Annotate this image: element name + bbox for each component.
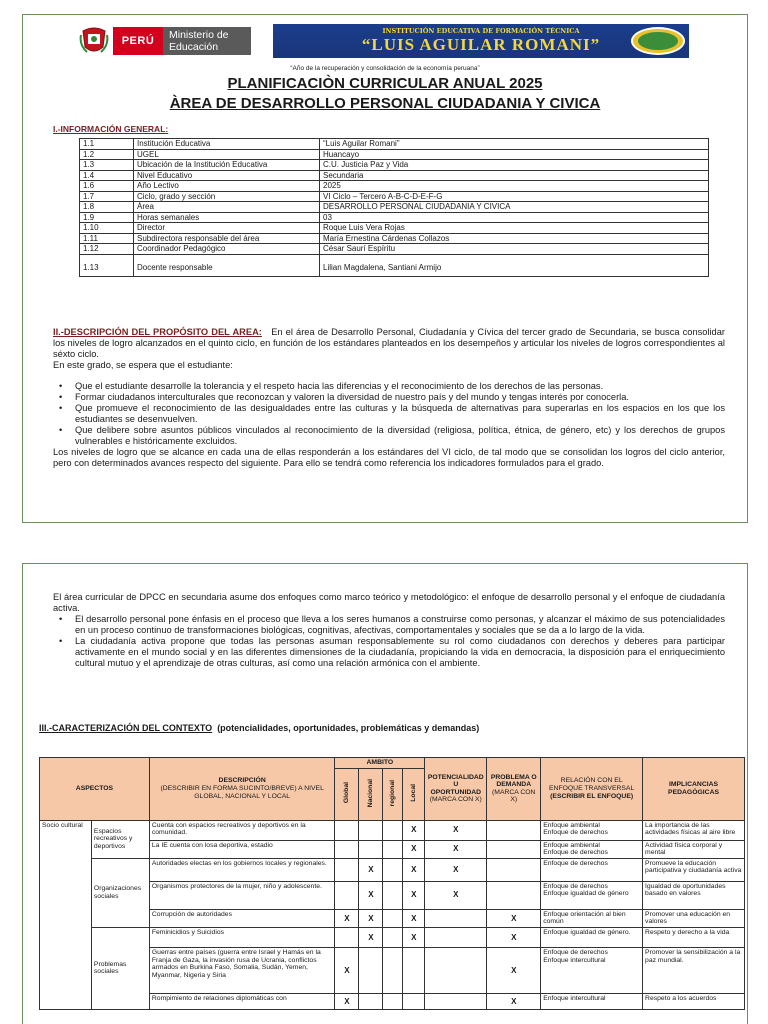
section-2-lead: En este grado, se espera que el estudiante:	[53, 360, 233, 370]
context-cell-pot: X	[425, 840, 487, 858]
school-type: INSTITUCIÓN EDUCATIVA DE FORMACIÓN TÉCNICA	[382, 27, 580, 35]
info-cell-key: Ciclo, grado y sección	[134, 191, 320, 202]
context-cell-n	[359, 840, 383, 858]
context-cell-pot	[425, 909, 487, 927]
header-implicancias: IMPLICANCIAS PEDAGÓGICAS	[643, 758, 745, 821]
context-cell-desc: Feminicidios y Suicidios	[149, 927, 335, 947]
info-row	[80, 202, 709, 213]
context-cell-l: X	[403, 840, 425, 858]
context-cell-prob: X	[487, 909, 541, 927]
info-row	[80, 191, 709, 202]
context-cell-prob	[487, 840, 541, 858]
context-cell-g	[335, 927, 359, 947]
header-global: Global	[335, 768, 359, 820]
context-row	[40, 927, 745, 947]
info-cell-key: Director	[134, 223, 320, 234]
header-ambito: AMBITO	[335, 758, 425, 769]
context-cell-desc: Rompimiento de relaciones diplomáticas con	[149, 993, 335, 1009]
context-cell-rel: Enfoque orientación al bien común	[541, 909, 643, 927]
context-cell-pot: X	[425, 881, 487, 909]
context-cell-imp: Respeto a los acuerdos	[643, 993, 745, 1009]
context-cell-r	[383, 881, 403, 909]
header-relacion-title: RELACIÓN CON EL ENFOQUE TRANSVERSAL	[549, 777, 635, 792]
peru-label: PERÚ	[113, 27, 163, 55]
header-potencialidad	[425, 758, 487, 821]
section-2-heading: II.-DESCRIPCIÓN DEL PROPÓSITO DEL AREA:	[53, 327, 262, 337]
context-cell-g: X	[335, 993, 359, 1009]
context-cell-l	[403, 947, 425, 993]
info-row	[80, 170, 709, 181]
info-row	[80, 244, 709, 255]
context-cell-desc: Guerras entre países (guerra entre Israel y Hamás en la Franja de Gaza, la invasión rusa de Ucrania, conflictos armados en Burkina Faso, Somalia, Sudán, Yemen, Myanmar, Nigeria y Siria	[149, 947, 335, 993]
document-title: PLANIFICACIÒN CURRICULAR ANUAL 2025	[227, 75, 543, 92]
aspect-group-cell: Organizaciones sociales	[91, 858, 149, 927]
context-cell-r	[383, 858, 403, 881]
info-cell-value: DESARROLLO PERSONAL CIUDADANIA Y CIVICA	[320, 202, 709, 213]
context-cell-n	[359, 993, 383, 1009]
info-row	[80, 212, 709, 223]
header-problema	[487, 758, 541, 821]
context-row	[40, 820, 745, 840]
info-cell-value: VI Ciclo – Tercero A-B-C-D-E-F-G	[320, 191, 709, 202]
info-cell-num: 1.7	[80, 191, 134, 202]
document-page-1	[22, 14, 748, 523]
info-cell-key: Horas semanales	[134, 212, 320, 223]
context-cell-rel: Enfoque ambiental Enfoque de derechos	[541, 840, 643, 858]
approaches-text	[53, 592, 725, 669]
bullet-item: • La ciudadanía activa propone que todas las personas asuman responsablemente su rol como ciudadanos con derechos y deberes para participar activamente en el mundo social y en las diferentes dimensiones de la ciudadanía, propiciando la vida en democracia, la disposición para el enriquecimiento cultural mutuo y el aprendizaje de otras culturas, así como una relación armónica con el ambiente.	[53, 636, 725, 669]
info-cell-key: Nivel Educativo	[134, 170, 320, 181]
context-cell-prob	[487, 858, 541, 881]
header-descripcion	[149, 758, 335, 821]
info-cell-value: 2025	[320, 181, 709, 192]
info-cell-num: 1.4	[80, 170, 134, 181]
info-row	[80, 233, 709, 244]
document-subtitle: ÀREA DE DESARROLLO PERSONAL CIUDADANIA Y CIVICA	[169, 95, 601, 112]
section-2-bullets	[53, 381, 725, 447]
context-cell-pot	[425, 993, 487, 1009]
context-cell-l: X	[403, 927, 425, 947]
context-cell-rel: Enfoque de derechos Enfoque intercultural	[541, 947, 643, 993]
header-potencialidad-title: POTENCIALIDAD U OPORTUNIDAD	[427, 773, 484, 796]
school-banner	[273, 24, 689, 58]
context-cell-r	[383, 909, 403, 927]
context-cell-n: X	[359, 927, 383, 947]
context-cell-prob: X	[487, 993, 541, 1009]
context-cell-imp: Promover la sensibilización a la paz mundial.	[643, 947, 745, 993]
context-cell-r	[383, 993, 403, 1009]
bullet-item: • Que el estudiante desarrolle la tolerancia y el respeto hacia las diferencias y el reconocimiento de los derechos de las personas.	[53, 381, 725, 392]
info-cell-num: 1.8	[80, 202, 134, 213]
ministry-logo	[113, 24, 273, 58]
info-cell-key: Institución Educativa	[134, 139, 320, 150]
info-row	[80, 149, 709, 160]
info-cell-key: Coordinador Pedagógico	[134, 244, 320, 255]
header-local: Local	[403, 768, 425, 820]
aspect-main-cell: Socio cultural	[40, 820, 92, 1009]
section-2	[53, 327, 725, 469]
info-cell-key: UGEL	[134, 149, 320, 160]
section-2-intro-text: En el área de Desarrollo Personal, Ciudadanía y Cívica del tercer grado de Secundaria, se busca consolidar los niveles de logro alcanzados en el quinto ciclo, en función de los estándares planteados en los desempeños y articular los niveles de logros correspondientes al séxto ciclo.	[53, 327, 725, 359]
context-cell-l: X	[403, 820, 425, 840]
context-cell-desc: Corrupción de autoridades	[149, 909, 335, 927]
context-cell-pot	[425, 947, 487, 993]
info-cell-key: Área	[134, 202, 320, 213]
info-cell-num: 1.11	[80, 233, 134, 244]
context-row	[40, 858, 745, 881]
info-cell-key: Subdirectora responsable del área	[134, 233, 320, 244]
institution-header	[75, 24, 689, 58]
bullet-item: • Que promueve el reconocimiento de las desigualdades entre las culturas y la búsqueda de alternativas para superarlas en los espacios en los que los estudiantes se desenvuelven.	[53, 403, 725, 425]
aspect-group-cell: Espacios recreativos y deportivos	[91, 820, 149, 858]
context-cell-g	[335, 820, 359, 840]
info-cell-num: 1.2	[80, 149, 134, 160]
context-cell-desc: Autoridades electas en los gobiernos locales y regionales.	[149, 858, 335, 881]
section-2-closing: Los niveles de logro que se alcance en cada una de ellas responderán a los estándares del VI ciclo, de tal modo que se consolidan los logros del ciclo anterior, pero con determinados avances respecto del siguiente. Para ello se tendrá como referencia los indicadores formulados para el grado.	[53, 447, 725, 468]
info-cell-num: 1.1	[80, 139, 134, 150]
context-cell-g	[335, 858, 359, 881]
context-cell-r	[383, 840, 403, 858]
info-cell-num: 1.6	[80, 181, 134, 192]
header-regional: regional	[383, 768, 403, 820]
context-cell-imp: Respeto y derecho a la vida	[643, 927, 745, 947]
context-cell-r	[383, 820, 403, 840]
context-cell-prob: X	[487, 947, 541, 993]
context-cell-g	[335, 881, 359, 909]
context-cell-imp: Promover una educación en valores	[643, 909, 745, 927]
general-info-table	[79, 138, 709, 277]
context-cell-g: X	[335, 947, 359, 993]
context-cell-n: X	[359, 909, 383, 927]
header-descripcion-title: DESCRIPCIÓN	[218, 777, 266, 785]
context-cell-g	[335, 840, 359, 858]
aspect-group-cell: Problemas sociales	[91, 927, 149, 1009]
info-cell-value: Roque Luis Vera Rojas	[320, 223, 709, 234]
header-relacion-sub: (ESCRIBIR EL ENFOQUE)	[550, 792, 634, 800]
context-cell-prob	[487, 881, 541, 909]
header-potencialidad-sub: (MARCA CON X)	[429, 796, 482, 804]
header-relacion	[541, 758, 643, 821]
context-cell-l: X	[403, 858, 425, 881]
info-cell-value: César Saurí Espíritu	[320, 244, 709, 255]
info-cell-value: Secundaria	[320, 170, 709, 181]
context-cell-rel: Enfoque de derechos Enfoque igualdad de género	[541, 881, 643, 909]
section-3-heading	[39, 723, 479, 733]
section-3-title: III.-CARACTERIZACIÓN DEL CONTEXTO	[39, 723, 213, 733]
context-cell-prob: X	[487, 927, 541, 947]
section-1-heading: I.-INFORMACIÓN GENERAL:	[53, 124, 169, 134]
info-cell-num: 1.3	[80, 160, 134, 171]
context-cell-l: X	[403, 881, 425, 909]
context-cell-pot	[425, 927, 487, 947]
info-cell-num: 1.10	[80, 223, 134, 234]
info-row	[80, 139, 709, 150]
context-cell-g: X	[335, 909, 359, 927]
section-2-intro	[53, 327, 725, 360]
info-cell-value: 03	[320, 212, 709, 223]
context-cell-desc: Cuenta con espacios recreativos y deportivos en la comunidad.	[149, 820, 335, 840]
peru-coat-of-arms-icon	[75, 24, 113, 58]
context-cell-l	[403, 993, 425, 1009]
header-problema-sub: (MARCA CON X)	[492, 788, 536, 804]
info-cell-value: “Luis Aguilar Romani”	[320, 139, 709, 150]
info-cell-key: Año Lectivo	[134, 181, 320, 192]
context-cell-desc: La IE cuenta con losa deportiva, estadio	[149, 840, 335, 858]
header-descripcion-sub: (DESCRIBIR EN FORMA SUCINTO/BREVE) A NIVEL GLOBAL, NACIONAL Y LOCAL	[160, 785, 324, 800]
context-cell-prob	[487, 820, 541, 840]
context-cell-l: X	[403, 909, 425, 927]
header-problema-title: PROBLEMA O DEMANDA	[490, 773, 537, 789]
context-cell-imp: La importancia de las actividades físicas al aire libre	[643, 820, 745, 840]
context-cell-n: X	[359, 858, 383, 881]
info-row	[80, 254, 709, 276]
context-cell-rel: Enfoque ambiental Enfoque de derechos	[541, 820, 643, 840]
context-cell-imp: Promueve la educación participativa y ciudadanía activa	[643, 858, 745, 881]
bullet-item: • El desarrollo personal pone énfasis en el proceso que lleva a los seres humanos a construirse como personas, y alcanzar el máximo de sus potencialidades en un proceso continuo de transformaciones biológicas, cognitivas, afectivas, comportamentales y sociales que se da a lo largo de la vida.	[53, 614, 725, 636]
context-cell-pot: X	[425, 820, 487, 840]
info-cell-value: Huancayo	[320, 149, 709, 160]
info-cell-value: C.U. Justicia Paz y Vida	[320, 160, 709, 171]
info-cell-key: Docente responsable	[134, 254, 320, 276]
approaches-intro: El área curricular de DPCC en secundaria asume dos enfoques como marco teórico y metodológico: el enfoque de desarrollo personal y el enfoque de ciudadanía activa.	[53, 592, 725, 613]
info-cell-num: 1.9	[80, 212, 134, 223]
info-cell-value: Lilian Magdalena, Santiani Armijo	[320, 254, 709, 276]
info-row	[80, 160, 709, 171]
year-motto: “Año de la recuperación y consolidación de la economía peruana”	[290, 65, 480, 72]
context-cell-n	[359, 947, 383, 993]
context-cell-imp: Actividad física corporal y mental	[643, 840, 745, 858]
context-cell-r	[383, 927, 403, 947]
header-nacional: Nacional	[359, 768, 383, 820]
context-cell-n	[359, 820, 383, 840]
info-row	[80, 223, 709, 234]
context-cell-pot: X	[425, 858, 487, 881]
context-cell-n: X	[359, 881, 383, 909]
info-cell-num: 1.12	[80, 244, 134, 255]
info-row	[80, 181, 709, 192]
bullet-item: • Que delibere sobre asuntos públicos vinculados al reconocimiento de la diversidad (religiosa, política, étnica, de género, etc) y los derechos de grupos vulnerables e históricamente excluidos.	[53, 425, 725, 447]
context-cell-rel: Enfoque de derechos	[541, 858, 643, 881]
context-cell-rel: Enfoque igualdad de género.	[541, 927, 643, 947]
school-emblem-icon	[631, 27, 685, 55]
info-cell-key: Ubicación de la Institución Educativa	[134, 160, 320, 171]
context-cell-r	[383, 947, 403, 993]
context-cell-desc: Organismos protectores de la mujer, niño y adolescente.	[149, 881, 335, 909]
context-table	[39, 757, 745, 1010]
ministry-label: Ministerio de Educación	[163, 27, 251, 55]
bullet-item: • Formar ciudadanos interculturales que reconozcan y valoren la diversidad de nuestro país y del mundo y tengas interés por conocerla.	[53, 392, 725, 403]
context-cell-rel: Enfoque intercultural	[541, 993, 643, 1009]
header-aspectos: ASPECTOS	[40, 758, 150, 821]
info-cell-value: María Ernestina Cárdenas Collazos	[320, 233, 709, 244]
section-3-subtitle: (potencialidades, oportunidades, problemáticas y demandas)	[217, 723, 480, 733]
document-page-2	[22, 563, 748, 1024]
school-name: “LUIS AGUILAR ROMANI”	[361, 35, 601, 54]
context-cell-imp: Igualdad de oportunidades basado en valores	[643, 881, 745, 909]
info-cell-num: 1.13	[80, 254, 134, 276]
